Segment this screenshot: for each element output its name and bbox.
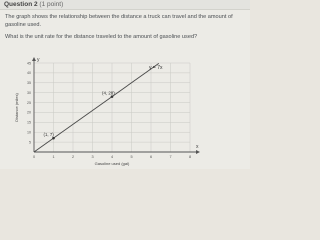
data-point-label: (4, 28)	[102, 90, 115, 96]
question-ask: What is the unit rate for the distance traveled to the amount of gasoline used?	[5, 34, 198, 40]
y-tick-label: 15	[27, 120, 31, 125]
y-tick-label: 30	[27, 90, 31, 95]
x-tick-label: 6	[149, 155, 153, 159]
y-tick-label: 45	[27, 61, 31, 66]
x-axis-arrow	[196, 150, 200, 154]
y-tick-label: 20	[27, 110, 31, 115]
x-axis-label: Gasoline used (gal)	[94, 161, 130, 166]
x-tick-label: 3	[91, 155, 94, 159]
distance-gasoline-graph	[0, 55, 250, 169]
graph-grid	[34, 63, 190, 152]
graph-axes	[32, 57, 200, 154]
x-tick-label: 1	[52, 155, 55, 159]
graph-ticks	[27, 61, 191, 159]
y-tick-label: 5	[29, 140, 31, 145]
question-title	[4, 1, 63, 8]
question-prompt: The graph shows the relationship between the distance a truck can travel and the amount of gasoline used.	[5, 14, 233, 28]
y-axis-letter: y	[37, 57, 40, 63]
equation-label: y = 7x	[149, 64, 163, 71]
y-tick-label: 25	[27, 100, 31, 105]
question-number: Question 2	[4, 1, 38, 8]
y-axis-label: Distance (miles)	[14, 93, 19, 122]
x-tick-label: 0	[32, 155, 36, 159]
y-tick-label: 40	[27, 71, 31, 76]
x-tick-label: 2	[71, 155, 75, 159]
data-point-label: (1, 7)	[43, 132, 54, 138]
x-tick-label: 5	[130, 155, 133, 159]
x-tick-label: 8	[188, 155, 192, 159]
data-point	[52, 137, 55, 140]
question-header	[0, 0, 250, 10]
y-axis-arrow	[32, 57, 36, 61]
x-tick-label: 4	[110, 155, 114, 159]
y-tick-label: 10	[27, 130, 31, 135]
y-tick-label: 35	[27, 81, 31, 86]
data-point	[111, 95, 114, 98]
question-points: (1 point)	[39, 1, 64, 8]
x-axis-letter: x	[196, 144, 199, 150]
x-tick-label: 7	[169, 155, 172, 159]
